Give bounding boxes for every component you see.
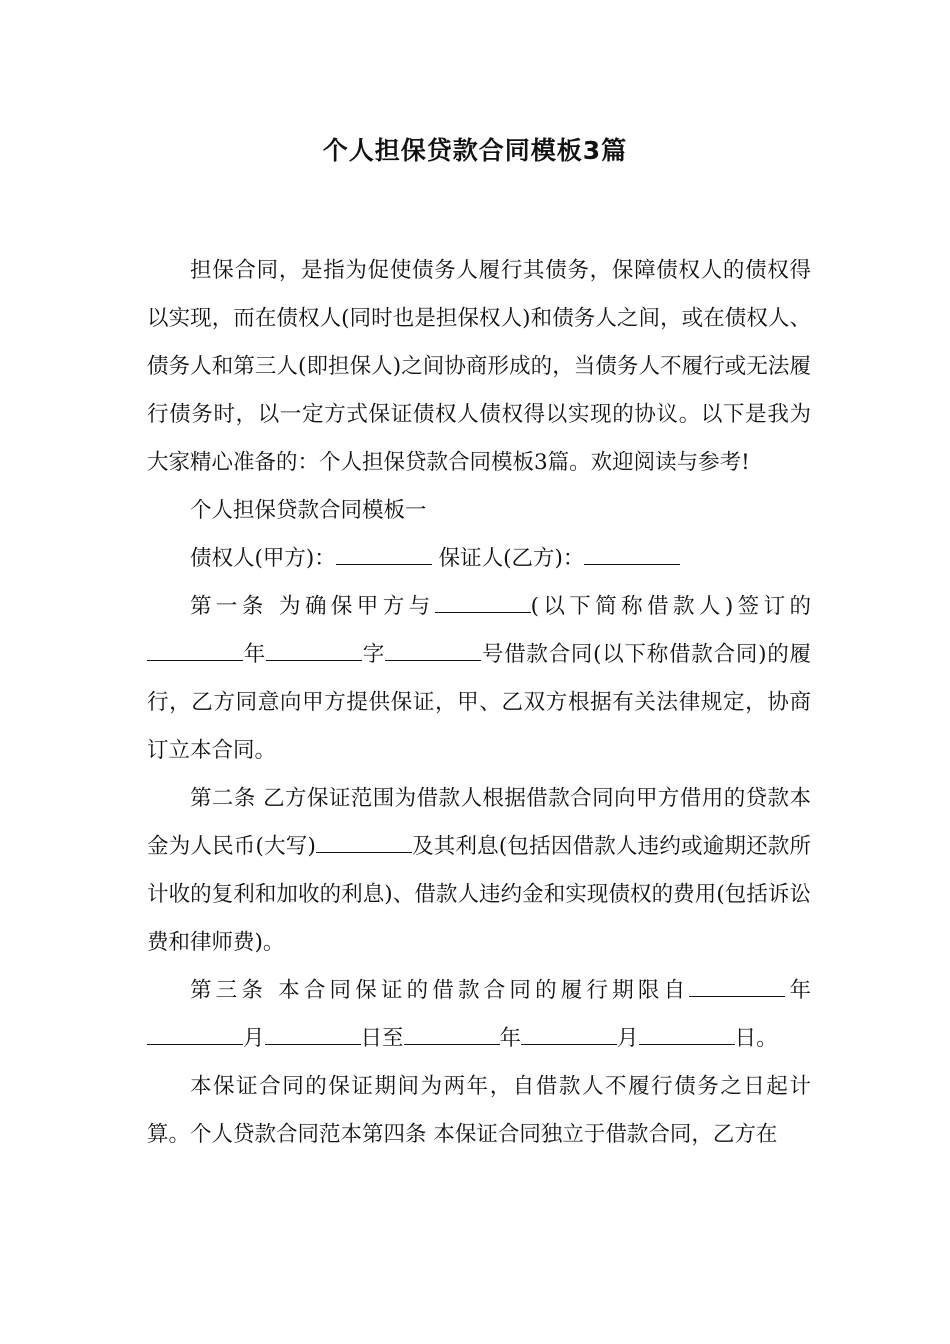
contract-number-blank bbox=[385, 637, 481, 661]
article-1-text-b: (以下简称借款人)签订的 bbox=[530, 594, 811, 619]
article-3-month-2: 月 bbox=[617, 1026, 639, 1051]
article-3-day-2: 日。 bbox=[734, 1026, 778, 1051]
borrower-blank bbox=[435, 589, 531, 613]
section-heading: 个人担保贷款合同模板一 bbox=[190, 498, 427, 523]
end-year-blank bbox=[404, 1021, 500, 1045]
guarantee-period-paragraph: 本保证合同的保证期间为两年，自借款人不履行债务之日起计算。个人贷款合同范本第四条 本保证合同独立于借款合同，乙方在 bbox=[147, 1074, 811, 1147]
article-2 bbox=[147, 775, 811, 967]
article-1-text-d: 字 bbox=[362, 642, 386, 667]
article-1-text-e: 号借款合同(以下称借款合同)的履行，乙方同意向甲方提供保证，甲、乙双方根据有关法律规定，协商订立本合同。 bbox=[147, 642, 811, 763]
article-3-year-1: 年 bbox=[785, 978, 811, 1003]
article-2-text-b: 及其利息(包括因借款人违约或逾期还款所计收的复利和加收的利息)、借款人违约金和实现债权的费用(包括诉讼费和律师费)。 bbox=[147, 834, 811, 955]
article-1-text-c: 年 bbox=[243, 642, 267, 667]
creditor-label: 债权人(甲方)： bbox=[190, 546, 336, 571]
start-month-blank bbox=[147, 1021, 243, 1045]
start-day-blank bbox=[265, 1021, 361, 1045]
start-year-blank bbox=[689, 973, 785, 997]
article-3-day-to: 日至 bbox=[360, 1026, 404, 1051]
article-3-year-2: 年 bbox=[499, 1026, 522, 1051]
guarantor-blank bbox=[584, 541, 680, 565]
document-title: 个人担保贷款合同模板3篇 bbox=[322, 136, 628, 165]
intro-paragraph: 担保合同，是指为促使债务人履行其债务，保障债权人的债权得以实现，而在债权人(同时也是担保权人)和债务人之间，或在债权人、债务人和第三人(即担保人)之间协商形成的，当债务人不履行或无法履行债务时，以一定方式保证债权人债权得以实现的协议。以下是我为大家精心准备的：个人担保贷款合同模板3篇。欢迎阅读与参考! bbox=[147, 258, 811, 475]
contract-char-blank bbox=[266, 637, 362, 661]
parties-line bbox=[147, 535, 811, 583]
article-3-month-1: 月 bbox=[243, 1026, 265, 1051]
creditor-blank bbox=[336, 541, 432, 565]
article-3 bbox=[147, 967, 811, 1063]
end-day-blank bbox=[639, 1021, 735, 1045]
guarantor-label: 保证人(乙方)： bbox=[438, 546, 585, 571]
article-3-text-a: 第三条 本合同保证的借款合同的履行期限自 bbox=[190, 978, 690, 1003]
end-month-blank bbox=[521, 1021, 617, 1045]
contract-year-blank bbox=[147, 637, 243, 661]
article-1-text-a: 第一条 为确保甲方与 bbox=[190, 594, 435, 619]
article-1 bbox=[147, 583, 811, 775]
amount-blank bbox=[316, 829, 412, 853]
document-body bbox=[147, 247, 811, 1159]
article-2-text-a: 第二条 乙方保证范围为借款人根据借款合同向甲方借用的贷款本金为人民币(大写) bbox=[147, 786, 811, 859]
